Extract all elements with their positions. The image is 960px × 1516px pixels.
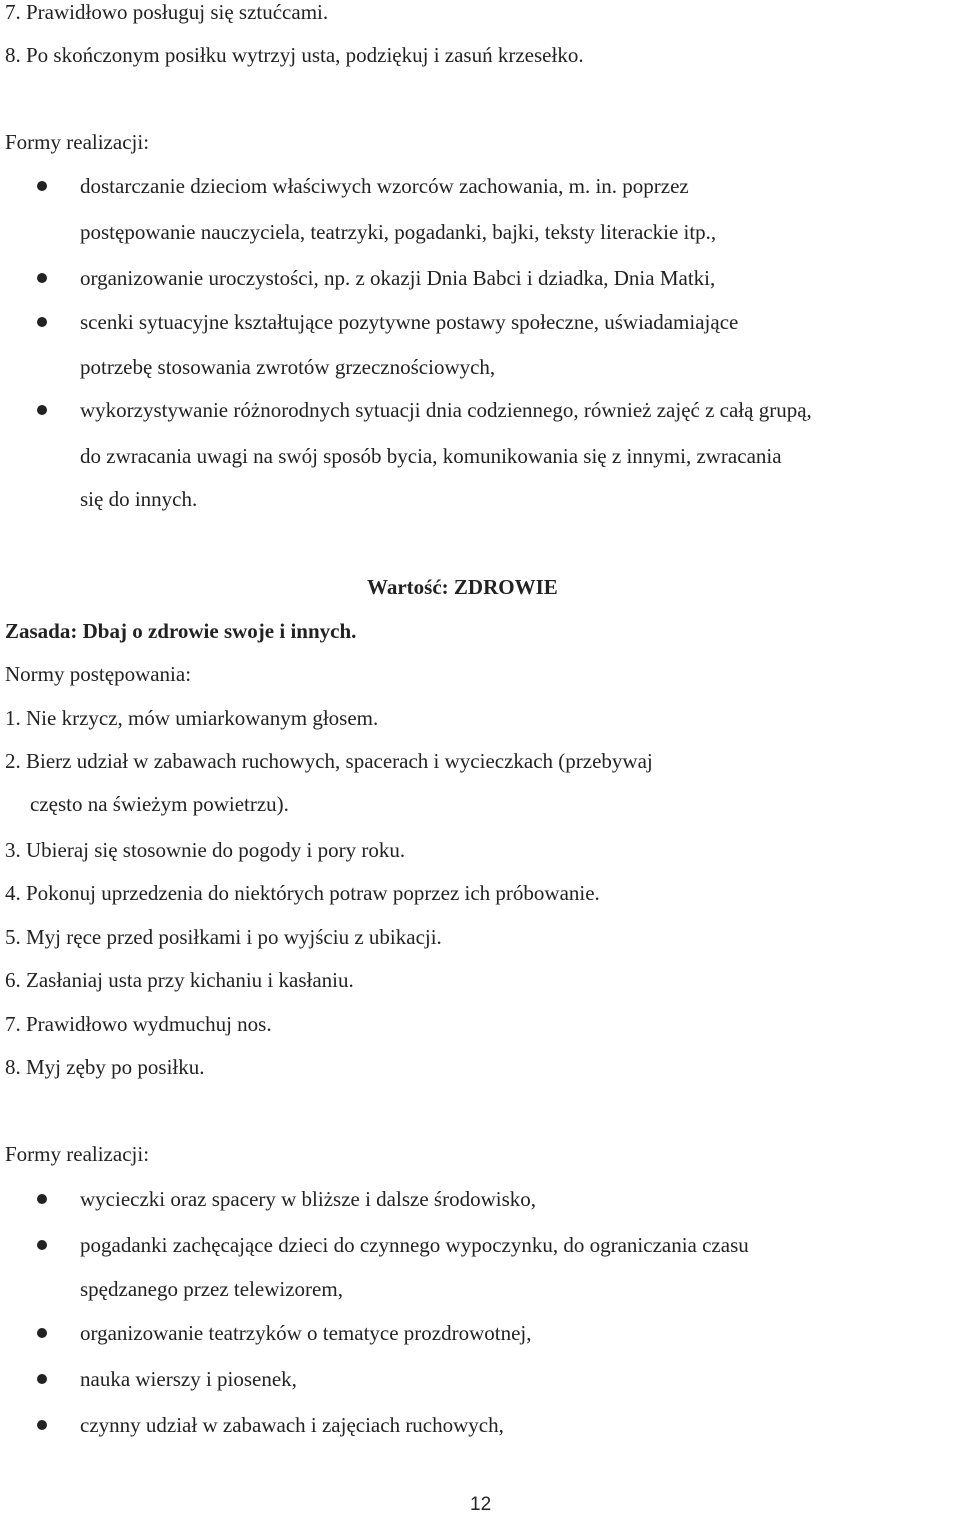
list-item: dostarczanie dzieciom właściwych wzorców zachowania, m. in. poprzez [80,174,689,198]
list-item-continuation: do zwracania uwagi na swój sposób bycia, komunikowania się z innymi, zwracania [80,444,782,468]
norm-item: 8. Myj zęby po posiłku. [5,1055,205,1079]
norm-item: 3. Ubieraj się stosownie do pogody i pory roku. [5,838,406,862]
bullet-icon [37,1420,47,1430]
list-item: czynny udział w zabawach i zajęciach ruchowych, [80,1413,504,1437]
list-item-continuation: spędzanego przez telewizorem, [80,1277,343,1301]
norm-item-continuation: często na świeżym powietrzu). [30,792,289,816]
list-item-continuation: się do innych. [80,487,198,511]
forms-heading: Formy realizacji: [5,130,150,154]
list-item: scenki sytuacyjne kształtujące pozytywne postawy społeczne, uświadamiające [80,310,739,334]
list-item: wycieczki oraz spacery w bliższe i dalsze środowisko, [80,1187,536,1211]
bullet-icon [37,405,47,415]
list-item: organizowanie teatrzyków o tematyce prozdrowotnej, [80,1321,532,1345]
rule-heading: Zasada: Dbaj o zdrowie swoje i innych. [5,619,357,643]
bullet-icon [37,181,47,191]
norm-item: 7. Prawidłowo posługuj się sztućcami. [5,0,329,24]
norm-item: 5. Myj ręce przed posiłkami i po wyjściu z ubikacji. [5,925,442,949]
list-item-continuation: postępowanie nauczyciela, teatrzyki, pogadanki, bajki, teksty literackie itp., [80,220,717,244]
value-title: Wartość: ZDROWIE [367,575,558,599]
norm-item: 2. Bierz udział w zabawach ruchowych, spacerach i wycieczkach (przebywaj [5,749,653,773]
list-item: nauka wierszy i piosenek, [80,1367,297,1391]
bullet-icon [37,1240,47,1250]
norms-heading: Normy postępowania: [5,662,192,686]
forms-heading: Formy realizacji: [5,1142,150,1166]
norm-item: 7. Prawidłowo wydmuchuj nos. [5,1012,272,1036]
bullet-icon [37,1374,47,1384]
list-item: pogadanki zachęcające dzieci do czynnego wypoczynku, do ograniczania czasu [80,1233,749,1257]
list-item: organizowanie uroczystości, np. z okazji Dnia Babci i dziadka, Dnia Matki, [80,266,716,290]
bullet-icon [37,317,47,327]
bullet-icon [37,1194,47,1204]
norm-item: 6. Zasłaniaj usta przy kichaniu i kasłaniu. [5,968,354,992]
page-number: 12 [470,1494,492,1515]
list-item-continuation: potrzebę stosowania zwrotów grzecznościowych, [80,355,496,379]
list-item: wykorzystywanie różnorodnych sytuacji dnia codziennego, również zajęć z całą grupą, [80,398,812,422]
bullet-icon [37,1328,47,1338]
norm-item: 4. Pokonuj uprzedzenia do niektórych potraw poprzez ich próbowanie. [5,881,600,905]
norm-item: 8. Po skończonym posiłku wytrzyj usta, podziękuj i zasuń krzesełko. [5,43,584,67]
norm-item: 1. Nie krzycz, mów umiarkowanym głosem. [5,706,379,730]
bullet-icon [37,273,47,283]
